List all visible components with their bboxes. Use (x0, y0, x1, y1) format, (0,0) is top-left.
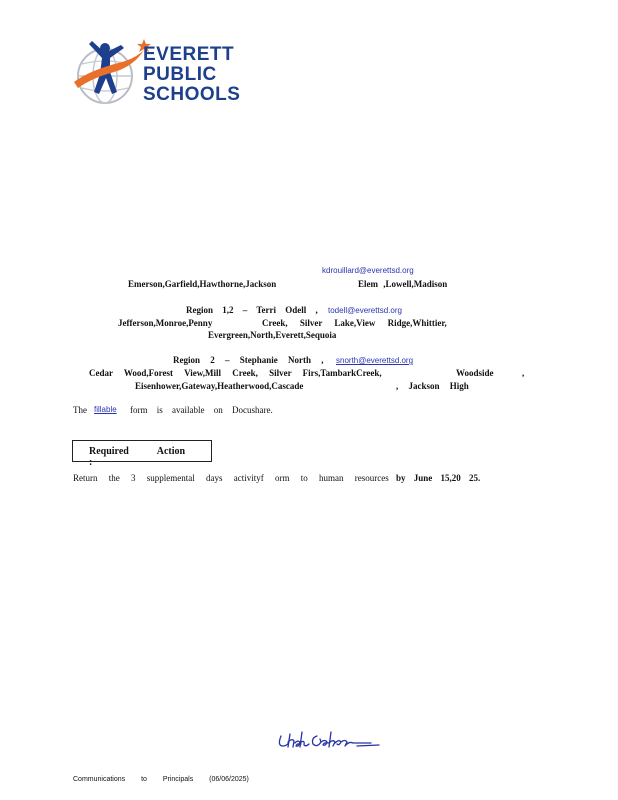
email-todell[interactable]: todell@everettsd.org (328, 306, 402, 315)
schools-c-line2-a: Eisenhower,Gateway,Heatherwood,Cascade (135, 381, 304, 391)
schools-a-left: Emerson,Garfield,Hawthorne,Jackson (128, 279, 277, 289)
email-snorth[interactable]: snorth@everettsd.org (336, 356, 414, 365)
required-action-box (72, 440, 212, 468)
schools-a-right: Elem ,Lowell,Madison (358, 279, 448, 289)
availability-the: The (73, 405, 87, 415)
region-1-2-heading: Region 1,2 – Terri Odell , (186, 305, 318, 315)
availability-text: form is available on Docushare. (130, 405, 273, 415)
instruction-deadline: by June 15,20 25. (396, 473, 481, 483)
schools-c-line1-a: Cedar Wood,Forest View,Mill Creek, Silver Firs,TambarkCreek, (89, 368, 382, 378)
schools-b-line1-b: Creek, Silver Lake,View Ridge,Whittier, (262, 318, 447, 328)
logo-line-1: EVERETT (143, 44, 235, 65)
logo-line-2: PUBLIC (143, 64, 217, 85)
logo-line-3: SCHOOLS (143, 84, 241, 105)
schools-c-line2-b: , Jackson High (396, 381, 469, 391)
instruction-text: Return the 3 supplemental days activityf orm to human resources (73, 473, 389, 483)
region-2-heading: Region 2 – Stephanie North , (173, 355, 324, 365)
signature (275, 728, 385, 754)
logo-wordmark (143, 45, 240, 105)
footer-note: Communications to Principals (06/06/2025) (73, 776, 249, 783)
required-action-label: Required Action : (89, 446, 186, 468)
email-kdrouillard[interactable]: kdrouillard@everettsd.org (322, 266, 414, 275)
fillable-form-link[interactable]: fillable (94, 405, 117, 414)
schools-c-line1-c: , (522, 368, 525, 378)
schools-b-line1-a: Jefferson,Monroe,Penny (118, 318, 213, 328)
schools-c-line1-b: Woodside (456, 368, 494, 378)
schools-b-line2: Evergreen,North,Everett,Sequoia (208, 330, 337, 340)
